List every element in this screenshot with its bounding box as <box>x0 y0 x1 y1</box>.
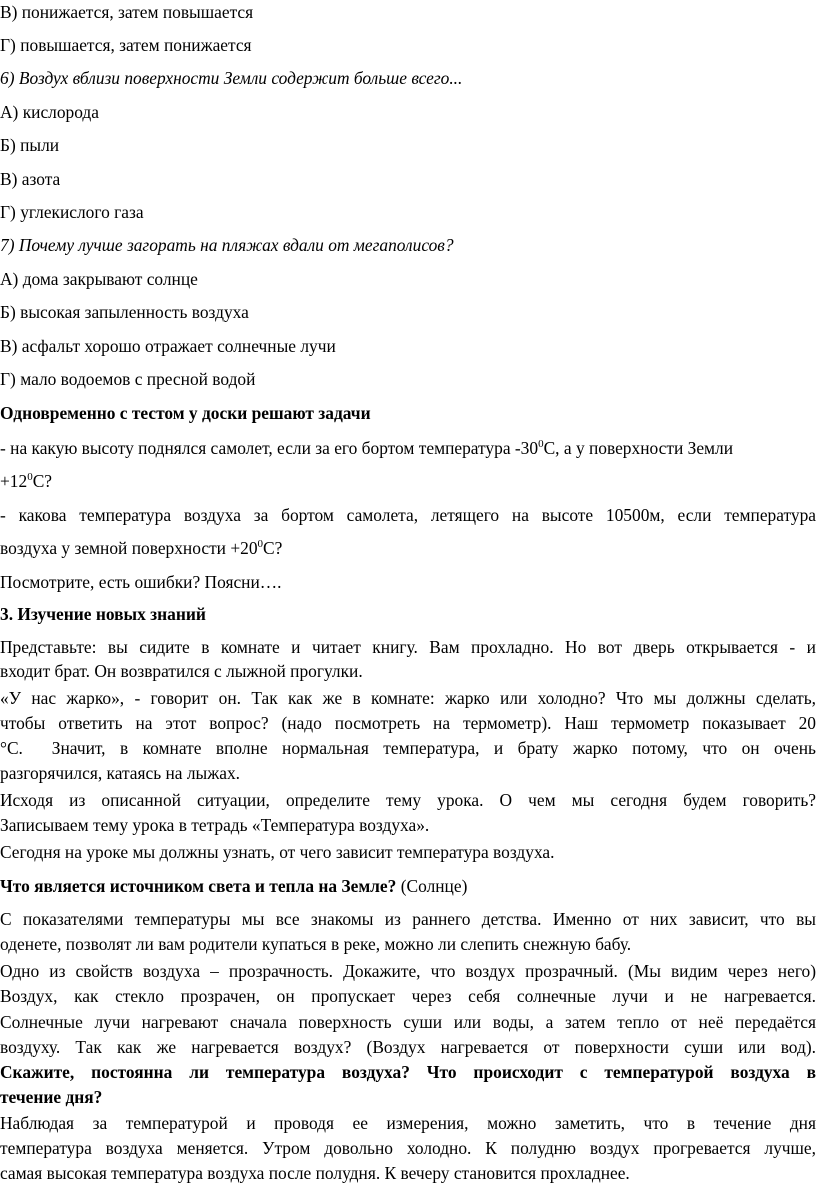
s3-p5-line1: С показателями температуры мы все знакомы из раннего детства. Именно от них зависит, что вы <box>0 909 816 929</box>
s3-question-sun <box>0 875 816 897</box>
s3-p4: Сегодня на уроке мы должны узнать, от чего зависит температура воздуха. <box>0 842 555 862</box>
s3-p2-line2: чтобы ответить на этот вопрос? (надо посмотреть на термометр). Наш термометр показывает 20 <box>0 713 816 733</box>
board-task2-line2 <box>0 537 816 559</box>
degree-sup: 0 <box>27 471 33 484</box>
question-bold: Что является источником света и тепла на Земле? <box>0 876 397 896</box>
s3-p1-line1: Представьте: вы сидите в комнате и читает книгу. Вам прохладно. Но вот дверь открывается - и <box>0 637 816 657</box>
board-heading: Одновременно с тестом у доски решают задачи <box>0 403 371 423</box>
s3-p6-line2: Воздух, как стекло прозрачен, он пропускает через себя солнечные лучи и не нагревается. <box>0 986 816 1006</box>
task2-text-b: воздуха у земной поверхности +20 <box>0 538 258 558</box>
board-check: Посмотрите, есть ошибки? Поясни…. <box>0 572 282 592</box>
task1-text-b: С, а у поверхности Земли <box>543 438 734 458</box>
task1-text-c: +12 <box>0 471 28 491</box>
q6-option-v: В) азота <box>0 169 61 189</box>
q6-question: 6) Воздух вблизи поверхности Земли содержит больше всего... <box>0 68 463 88</box>
task1-text-a: - на какую высоту поднялся самолет, если за его бортом температура -30 <box>0 438 539 458</box>
s3-p5-line2: оденете, позволят ли вам родители купаться в реке, можно ли слепить снежную бабу. <box>0 934 632 954</box>
q7-option-a: А) дома закрывают солнце <box>0 269 198 289</box>
q5-option-v: В) понижается, затем повышается <box>0 2 254 22</box>
q6-option-b: Б) пыли <box>0 135 60 155</box>
q6-option-a: А) кислорода <box>0 102 100 122</box>
s3-p2-line1: «У нас жарко», - говорит он. Так как же в комнате: жарко или холодно? Что мы должны сделать, <box>0 688 816 708</box>
s3-p2-line3: °С. Значит, в комнате вполне нормальная температура, и брату жарко потому, что он очень <box>0 738 816 758</box>
board-task2-line1: - какова температура воздуха за бортом самолета, летящего на высоте 10500м, если температура <box>0 505 816 525</box>
q6-option-g: Г) углекислого газа <box>0 202 144 222</box>
task1-text-d: С? <box>32 471 53 491</box>
section3-heading: 3. Изучение новых знаний <box>0 604 206 624</box>
s3-p1-line2: входит брат. Он возвратился с лыжной прогулки. <box>0 661 363 681</box>
s3-p7-line3: самая высокая температура воздуха после полудня. К вечеру становится прохладнее. <box>0 1163 630 1183</box>
q7-option-v: В) асфальт хорошо отражает солнечные лучи <box>0 336 336 356</box>
s3-p7-line2: температура воздуха меняется. Утром довольно холодно. К полудню воздух прогревается лучше, <box>0 1138 816 1158</box>
s3-p3-line2: Записываем тему урока в тетрадь «Температура воздуха». <box>0 815 430 835</box>
degree-sup: 0 <box>538 438 544 451</box>
s3-p2-line4: разгорячился, катаясь на лыжах. <box>0 763 241 783</box>
q5-option-g: Г) повышается, затем понижается <box>0 35 252 55</box>
task2-text-c: С? <box>263 538 283 558</box>
s3-p7-line1: Наблюдая за температурой и проводя ее измерения, можно заметить, что в течение дня <box>0 1113 816 1133</box>
degree-sup: 0 <box>257 538 264 551</box>
q7-question: 7) Почему лучше загорать на пляжах вдали от мегаполисов? <box>0 235 454 255</box>
s3-p6-line1: Одно из свойств воздуха – прозрачность. Докажите, что воздух прозрачный. (Мы видим через него) <box>0 961 816 981</box>
s3-question2-line1: Скажите, постоянна ли температура воздуха? Что происходит с температурой воздуха в <box>0 1062 816 1082</box>
question-answer: (Солнце) <box>396 876 468 896</box>
s3-p3-line1: Исходя из описанной ситуации, определите тему урока. О чем мы сегодня будем говорить? <box>0 790 816 810</box>
s3-p6-line4: воздуху. Так как же нагревается воздух? (Воздух нагревается от поверхности суши или вод). <box>0 1037 816 1057</box>
board-task1-line2 <box>0 470 816 492</box>
q7-option-b: Б) высокая запыленность воздуха <box>0 302 249 322</box>
board-task1-line1 <box>0 437 816 459</box>
q7-option-g: Г) мало водоемов с пресной водой <box>0 369 256 389</box>
s3-question2-line2: течение дня? <box>0 1087 103 1107</box>
s3-p6-line3: Солнечные лучи нагревают сначала поверхность суши или воды, а затем тепло от неё передаётся <box>0 1012 816 1032</box>
